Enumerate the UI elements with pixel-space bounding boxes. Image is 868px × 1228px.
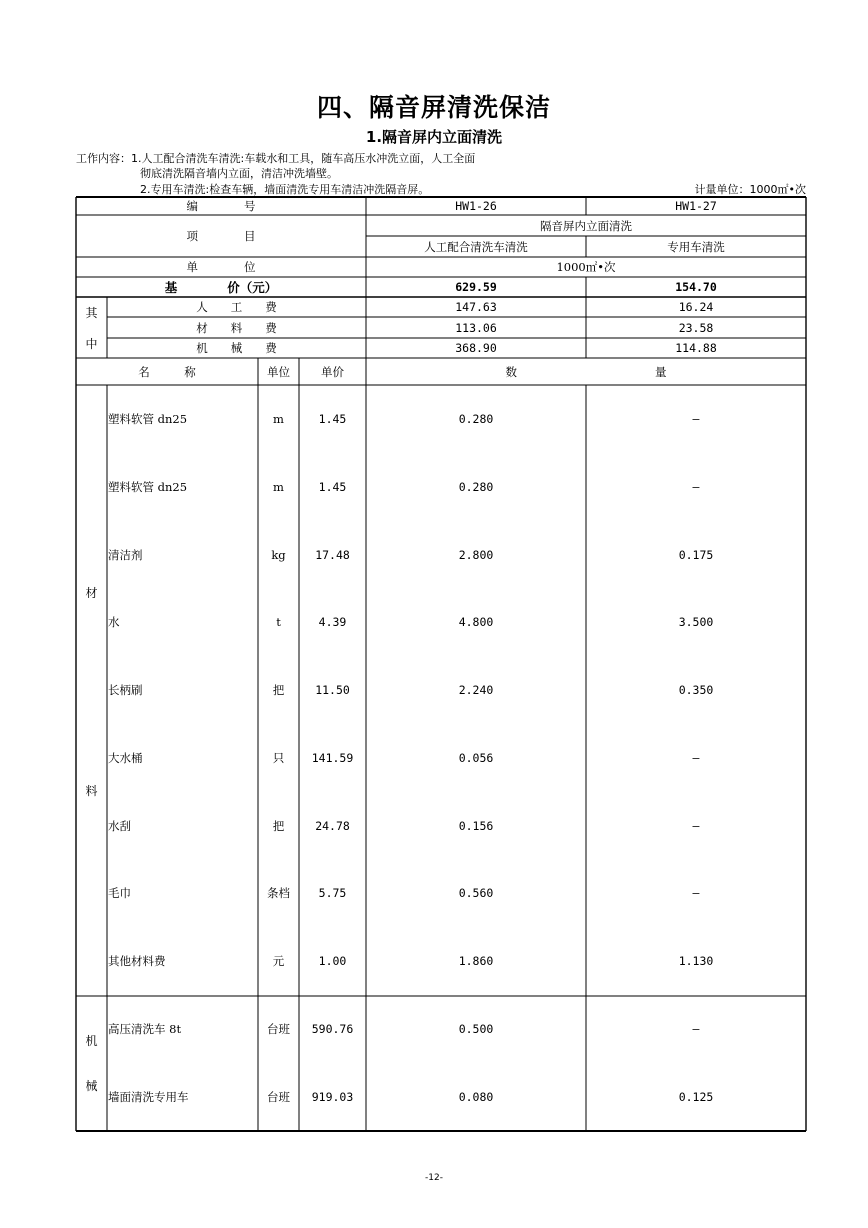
material-row-qty-hw1-27: 0.175	[678, 547, 714, 562]
page-title: 四、隔音屏清洗保洁	[316, 93, 551, 122]
material-row-unit: t	[276, 615, 281, 630]
material-row-unit: kg	[271, 547, 286, 562]
work-content-line3: 2.专用车清洗:检查车辆，墙面清洗专用车清洁冲洗隔音屏。	[140, 183, 430, 196]
material-row-unit: 把	[272, 818, 285, 833]
machine-row-qty-hw1-26: 0.500	[458, 1022, 494, 1036]
material-row-qty-hw1-27: —	[692, 886, 700, 901]
code-hw1-26: HW1-26	[455, 199, 497, 213]
machine-row-price: 590.76	[311, 1022, 354, 1036]
machine-row-qty-hw1-27: —	[692, 1022, 700, 1036]
work-content-label: 工作内容：	[76, 152, 131, 165]
page-number: -12-	[425, 1173, 443, 1183]
item-group: 隔音屏内立面清洗	[540, 218, 632, 233]
material-row-qty-hw1-26: 0.156	[458, 818, 494, 833]
material-row-qty-hw1-26: 0.056	[458, 750, 494, 765]
material-row-qty-hw1-26: 0.280	[458, 479, 494, 494]
machines-group-label-bottom: 械	[85, 1078, 98, 1093]
work-content-text1: 1.人工配合清洗车清洗:车载水和工具，随车高压水冲洗立面，人工全面	[131, 152, 476, 165]
material-row-unit: 只	[272, 750, 285, 765]
code-label: 编 号	[186, 199, 256, 213]
material-row-name: 水	[108, 615, 120, 630]
material-cost-hw1-26: 113.06	[455, 320, 497, 335]
material-row-qty-hw1-27: —	[692, 818, 700, 833]
material-row-name: 毛巾	[108, 886, 131, 901]
material-row-name: 塑料软管 dn25	[108, 412, 188, 426]
machine-row-unit: 台班	[267, 1090, 290, 1104]
material-row-name: 水刮	[108, 818, 131, 833]
material-row-unit: m	[273, 412, 284, 426]
among-label-top: 其	[85, 305, 98, 320]
machine-cost-hw1-26: 368.90	[455, 341, 497, 355]
item-special-vehicle: 专用车清洗	[667, 239, 725, 254]
materials-group-label-top: 材	[85, 585, 98, 600]
material-row-name: 长柄刷	[108, 683, 143, 697]
base-price-hw1-27: 154.70	[675, 280, 717, 294]
materials-group-label-bottom: 料	[85, 783, 98, 798]
material-cost-hw1-27: 23.58	[678, 320, 714, 335]
machine-row-name: 墙面清洗专用车	[108, 1090, 189, 1104]
item-manual-cleaning: 人工配合清洗车清洗	[424, 239, 528, 254]
machine-row-price: 919.03	[311, 1090, 354, 1104]
material-row-price: 1.45	[318, 412, 347, 426]
machine-cost-hw1-27: 114.88	[675, 341, 717, 355]
col-header-quantity: 数 量	[505, 364, 667, 379]
material-row-price: 11.50	[315, 683, 350, 697]
col-header-price: 单价	[321, 364, 344, 379]
material-row-qty-hw1-27: 3.500	[678, 615, 714, 630]
labor-cost-hw1-26: 147.63	[455, 300, 497, 314]
col-header-name: 名 称	[138, 364, 196, 379]
item-label: 项 目	[186, 229, 256, 243]
work-content-line1	[76, 150, 475, 166]
code-hw1-27: HW1-27	[675, 199, 717, 213]
material-row-qty-hw1-27: 1.130	[678, 954, 714, 968]
material-row-qty-hw1-26: 1.860	[458, 954, 494, 968]
material-row-qty-hw1-27: —	[692, 412, 700, 426]
material-row-price: 1.00	[318, 954, 347, 968]
material-row-qty-hw1-27: 0.350	[678, 683, 714, 697]
material-row-unit: 把	[272, 683, 285, 697]
material-row-qty-hw1-26: 0.280	[458, 412, 494, 426]
work-content-line2: 彻底清洗隔音墙内立面，清洁冲洗墙壁。	[140, 167, 338, 180]
machine-row-qty-hw1-27: 0.125	[678, 1090, 714, 1104]
material-row-unit: m	[273, 479, 284, 494]
material-row-name: 大水桶	[108, 750, 143, 765]
base-price-hw1-26: 629.59	[455, 280, 497, 294]
material-row-price: 24.78	[315, 818, 350, 833]
material-row-price: 1.45	[318, 479, 347, 494]
material-cost-label: 材 料 费	[196, 320, 277, 335]
labor-cost-hw1-27: 16.24	[678, 300, 714, 314]
machine-row-unit: 台班	[267, 1022, 290, 1036]
material-row-qty-hw1-27: —	[692, 479, 700, 494]
material-row-price: 17.48	[315, 547, 350, 562]
material-row-name: 塑料软管 dn25	[108, 479, 188, 494]
col-header-unit: 单位	[267, 364, 290, 379]
material-row-price: 141.59	[311, 750, 354, 765]
material-row-qty-hw1-26: 0.560	[458, 886, 494, 901]
material-row-price: 5.75	[318, 886, 347, 901]
base-price-label: 基 价（元）	[164, 280, 278, 295]
unit-row-label: 单 位	[186, 260, 256, 274]
unit-row-value: 1000㎡•次	[556, 260, 616, 274]
material-row-name: 清洁剂	[108, 547, 143, 562]
material-row-unit: 条档	[267, 886, 290, 901]
measurement-unit: 计量单位：1000㎡•次	[694, 183, 806, 196]
material-row-name: 其他材料费	[108, 954, 166, 968]
material-row-unit: 元	[272, 954, 285, 968]
labor-cost-label: 人 工 费	[196, 300, 277, 314]
material-row-price: 4.39	[318, 615, 347, 630]
machine-row-qty-hw1-26: 0.080	[458, 1090, 494, 1104]
section-subtitle: 1.隔音屏内立面清洗	[365, 128, 503, 146]
machine-row-name: 高压清洗车 8t	[108, 1022, 182, 1036]
material-row-qty-hw1-27: —	[692, 750, 700, 765]
among-label-bottom: 中	[85, 336, 98, 351]
material-row-qty-hw1-26: 2.240	[458, 683, 494, 697]
machine-cost-label: 机 械 费	[196, 341, 277, 355]
material-row-qty-hw1-26: 4.800	[458, 615, 494, 630]
material-row-qty-hw1-26: 2.800	[458, 547, 494, 562]
machines-group-label-top: 机	[85, 1033, 98, 1048]
